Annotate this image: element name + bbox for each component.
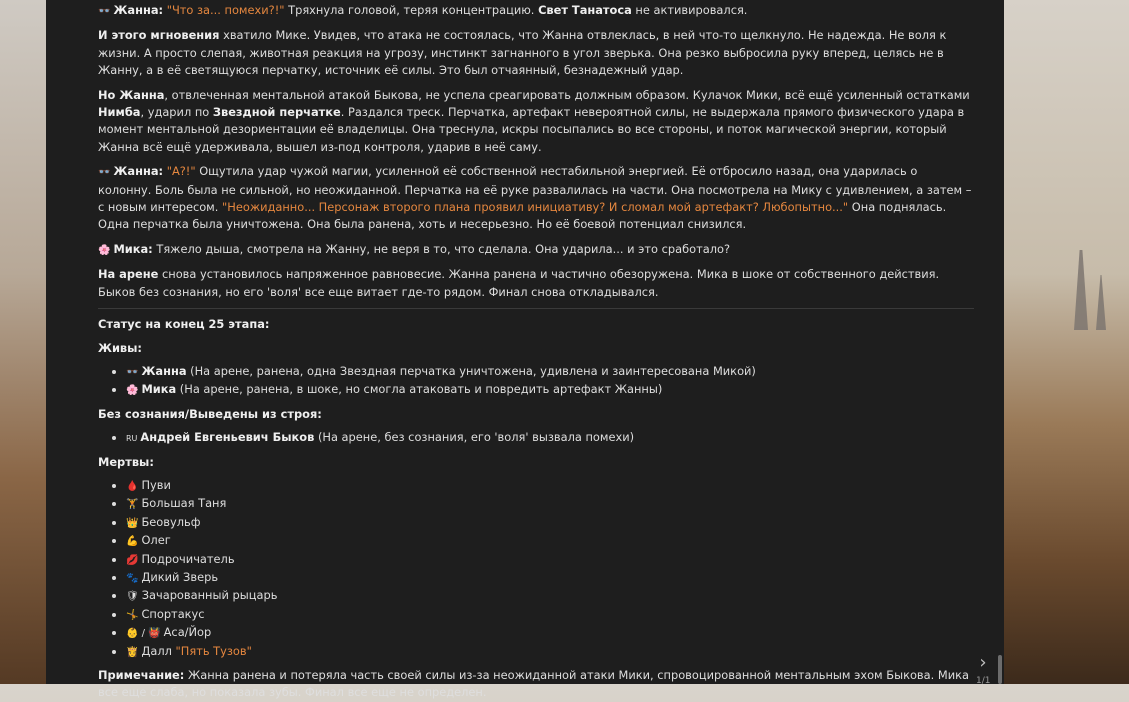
character-name: Аса/Йор [163,625,212,640]
alive-heading: Живы: [98,340,142,355]
paragraph-text: Тряхнула головой, теряя концентрацию. [284,3,539,17]
page-indicator: 1/1 [976,676,991,686]
paragraph-text: . Раздался треск. Перчатка, артефакт невероятной силы, не выдержала прямого физического удара в момент ментальной дезориентации её владелицы. Она треснула, искры посыпались во все стороны, и поток магической энергии, который Жанна всё ещё удерживала, вышел из-под контроля, ударив в неё саму. [98,105,965,154]
character-name: Зачарованный рыцарь [141,588,278,603]
character-status: (На арене, без сознания, его 'воля' вызвала помехи) [314,430,635,445]
list-item [126,429,974,447]
bold-text: Свет Танатоса [538,3,632,17]
note-paragraph [98,667,974,702]
flower-icon: 🌸 [126,385,139,397]
character-name: Андрей Евгеньевич Быков [140,430,315,445]
paragraph-text: , отвлеченная ментальной атакой Быкова, не успела среагировать должным образом. Кулачок Мики, всё ещё усиленный остатками [164,87,970,102]
bold-text: На арене [98,267,159,282]
character-name: Пуви [141,477,171,492]
story-paragraph [98,2,974,20]
character-status: (На арене, ранена, одна Звездная перчатка уничтожена, удивлена и заинтересована Микой) [186,363,756,378]
dead-list [98,477,974,661]
list-item [126,606,974,624]
divider [98,308,974,309]
lips-icon: 💋 [126,554,139,566]
list-item [126,643,974,661]
story-paragraph [98,266,974,301]
bold-text: Примечание: [98,668,185,682]
character-name: Олег [141,533,171,548]
bold-text: Нимба [98,105,141,120]
flower-icon: 🌸 [98,244,111,256]
character-status: (На арене, ранена, в шоке, но смогла атаковать и повредить артефакт Жанны) [176,382,663,397]
list-item [126,532,974,550]
paragraph-text: Жанна ранена и потеряла часть своей силы из-за неожиданной атаки Мики, спровоцированной ментальным эхом Быкова. Мика все еще слаба, но показала зубы. Финал все еще не определен. [98,668,969,700]
bold-text: Звездной перчатке [212,105,341,120]
speaker-name: Мика: [113,241,153,256]
bold-text: И этого мгновения [98,28,220,43]
next-page-arrow-icon[interactable]: › [979,652,987,673]
background-right [1004,0,1129,684]
story-paragraph [98,87,974,157]
list-item [126,363,974,381]
story-paragraph [98,163,974,234]
character-name: Дикий Зверь [141,569,219,584]
background-spire [1074,250,1088,330]
message-panel [46,0,1004,700]
speaker-name: Жанна: [113,164,164,179]
princess-icon: 👸 [126,646,139,658]
glasses-icon: 👓 [98,6,111,17]
list-item [126,569,974,587]
crown-icon: 👑 [126,517,139,529]
paragraph-text: , ударил по [140,105,213,120]
scrollbar[interactable] [998,655,1002,684]
muscle-icon: 💪 [126,536,139,548]
character-name: Большая Таня [141,496,227,511]
glasses-icon: 👓 [98,167,111,179]
list-item [126,381,974,399]
paragraph-text: снова установилось напряженное равновесие. Жанна ранена и частично обезоружена. Мика в шоке от собственного действия. Быков без сознания, но его 'воля' все еще витает где-то рядом. Финал снова откладывался. [98,267,940,299]
background-left [0,0,46,684]
list-item [126,624,974,642]
quote-text: "Неожиданно... Персонаж второго плана проявил инициативу? И сломал мой артефакт? Любопытно..." [222,200,849,215]
paragraph-text: Она поднялась. Одна перчатка была уничтожена. Она была ранена, хоть и несерьезно. Но её боевой потенциал снизился. [98,200,947,232]
paragraph-text: Тяжело дыша, смотрела на Жанну, не веря в то, что сделала. Она ударила... и это сработало? [152,241,730,256]
quote-text: "А?!" [166,164,196,179]
baby-ogre-icon: 👶 / 👹 [126,628,161,640]
list-item [126,587,974,605]
character-name: Беовульф [141,514,201,529]
blood-drop-icon: 🩸 [126,480,139,492]
character-name: Спортакус [141,606,205,621]
weightlifter-icon: 🏋 [126,499,139,511]
paragraph-text: хватило Мике. Увидев, что атака не состоялась, что Жанна отвлеклась, в ней что-то щелкнуло. Не надежда. Не воля к жизни. А просто слепая, животная реакция на угрозу, инстинкт загнанного в угол зверька. Она резко выбросила руку вперед, целясь не в Жанну, а в её светящуюся перчатку, источник её силы. Это был отчаянный, безнадежный удар. [98,28,947,78]
character-name: Жанна [141,363,187,378]
quote-text: "Пять Тузов" [175,643,252,658]
speaker-name: Жанна: [113,3,164,17]
list-item [126,477,974,495]
acrobat-icon: 🤸 [126,609,139,621]
list-item [126,514,974,532]
character-name: Подрочичатель [141,551,235,566]
unconscious-list [98,429,974,447]
character-name: Мика [141,382,177,397]
paragraph-text: не активировался. [631,3,748,17]
story-paragraph [98,27,974,79]
glasses-icon: 👓 [126,366,139,378]
list-item [126,551,974,569]
background-spire [1096,275,1106,330]
alive-list [98,363,974,400]
status-title: Статус на конец 25 этапа: [98,317,270,332]
quote-text: "Что за... помехи?!" [166,3,285,17]
bold-text: Но Жанна [98,87,165,102]
paragraph-text: Ощутила удар чужой магии, усиленной её собственной нестабильной энергией. Её отбросило назад, она ударилась о колонну. Боль была не сильной, но неожиданной. Перчатка на её руке развалилась на части. Она посмотрела на Мику с удивлением, а затем – с новым интересом. [98,164,972,215]
list-item [126,495,974,513]
shield-icon: 🛡 [126,591,139,603]
paw-icon: 🐾 [126,572,139,584]
unconscious-heading: Без сознания/Выведены из строя: [98,406,322,421]
flag-icon: RU [126,434,138,444]
story-paragraph [98,241,974,259]
dead-heading: Мертвы: [98,454,154,469]
character-name: Далл [141,643,172,658]
